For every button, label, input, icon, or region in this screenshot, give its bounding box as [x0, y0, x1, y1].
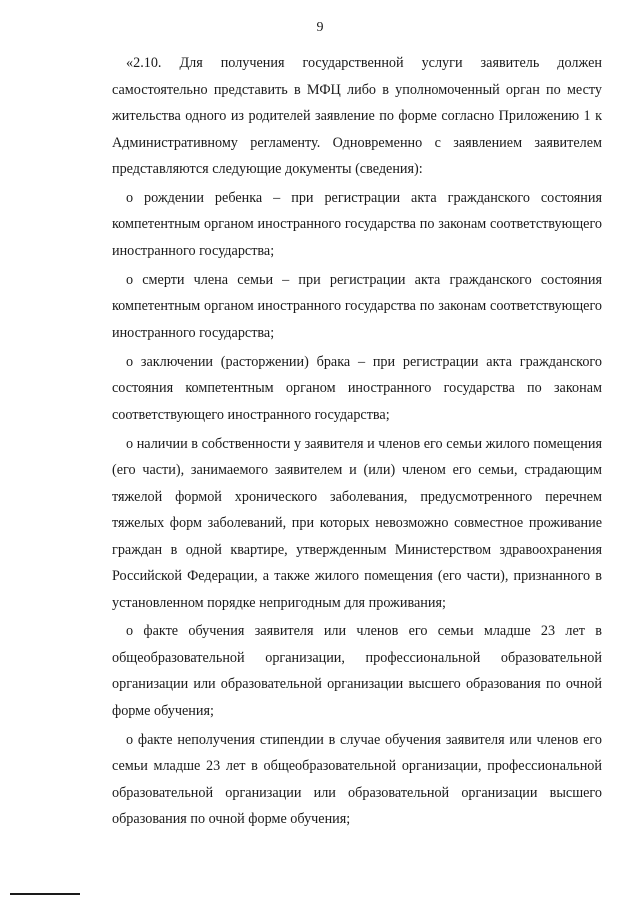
page-number: 9 [316, 20, 324, 35]
paragraph-education: о факте обучения заявителя или членов его семьи младше 23 лет в общеобразовательной организации, профессиональной образовательной организации или образовательной организации высшего образования по очной форме обучения; [112, 623, 602, 719]
paragraph-death: о смерти члена семьи – при регистрации акта гражданского состояния компетентным органом иностранного государства по законам соответствующего иностранного государства; [112, 271, 602, 341]
paragraph-stipend: о факте неполучения стипендии в случае обучения заявителя или членов его семьи младше 23 лет в общеобразовательной организации, профессиональной образовательной организации или образовательной организации высшего образования по очной форме обучения; [112, 731, 602, 828]
paragraph-birth: о рождении ребенка – при регистрации акта гражданского состояния компетентным органом иностранного государства по законам соответствующего иностранного государства; [112, 189, 602, 259]
paragraph-intro: «2.10. Для получения государственной услуги заявитель должен самостоятельно представить в МФЦ либо в уполномоченный орган по месту жительства одного из родителей заявление по форме согласно Приложению 1 к Административному регламенту. Одновременно с заявлением заявителем представляются следующие документы (сведения): [112, 55, 602, 177]
document-body [112, 50, 602, 835]
footnote-rule [10, 893, 80, 895]
paragraph-housing: о наличии в собственности у заявителя и членов его семьи жилого помещения (его части), занимаемого заявителем и (или) членом его семьи, страдающим тяжелой формой хронического заболевания, предусмотренного перечнем тяжелых форм заболеваний, при которых невозможно совместное проживание граждан в одной квартире, утвержденным Министерством здравоохранения Российской Федерации, а также жилого помещения (его части), признанного в установленном порядке непригодным для проживания; [112, 435, 602, 611]
paragraph-marriage: о заключении (расторжении) брака – при регистрации акта гражданского состояния компетентным органом иностранного государства по законам соответствующего иностранного государства; [112, 353, 602, 423]
